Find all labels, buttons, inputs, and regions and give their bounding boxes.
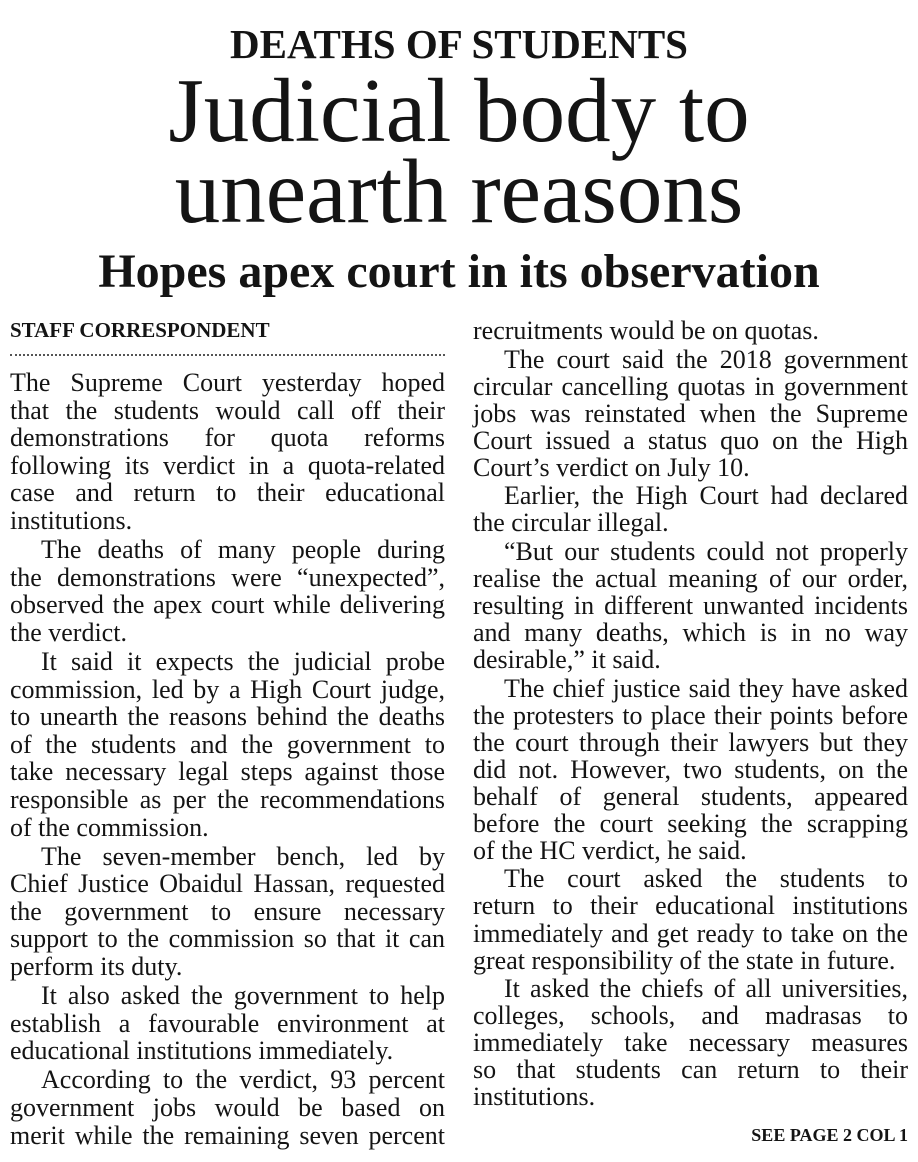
paragraph — [473, 975, 908, 1110]
headline-line: Judicial body to — [168, 60, 750, 161]
left-column — [10, 369, 445, 1149]
text-line: The seven-member bench, led by — [41, 841, 445, 871]
paragraph — [10, 536, 445, 646]
text-line: government jobs would be based on — [10, 1092, 445, 1122]
text-line: immediately take necessary measures — [473, 1028, 908, 1058]
text-line: institutions. — [10, 505, 133, 535]
text-line: the protesters to place their points before — [473, 700, 908, 730]
text-line: observed the apex court while delivering — [10, 590, 445, 620]
text-line: “But our students could not properly — [504, 536, 908, 566]
text-line: before the court seeking the scrapping — [473, 808, 908, 838]
text-line: the circular illegal. — [473, 508, 669, 538]
text-line: It also asked the government to help — [41, 981, 445, 1011]
text-line: of the commission. — [10, 812, 209, 842]
text-line: circular cancelling quotas in government — [473, 371, 908, 401]
text-line: The chief justice said they have asked — [504, 673, 908, 703]
right-column — [473, 317, 908, 1110]
text-line: perform its duty. — [10, 951, 183, 981]
text-line: The court said the 2018 government — [504, 344, 908, 374]
paragraph — [10, 648, 445, 841]
text-line: of the HC verdict, he said. — [473, 835, 747, 865]
paragraph — [473, 317, 908, 344]
paragraph — [10, 1066, 445, 1149]
text-line: the court through their lawyers but they — [473, 727, 908, 757]
text-line: commission, led by a High Court judge, — [10, 674, 445, 704]
paragraph — [473, 865, 908, 973]
text-line: Earlier, the High Court had declared — [504, 481, 908, 511]
text-line: to unearth the reasons behind the deaths — [10, 702, 445, 732]
paragraph — [473, 482, 908, 536]
text-line: colleges, schools, and madrasas to — [473, 1001, 908, 1031]
text-line: resulting in different unwanted incidents — [473, 590, 908, 620]
paragraph — [10, 369, 445, 535]
text-line: case and return to their educational — [10, 478, 445, 508]
kicker: DEATHS OF STUDENTS — [230, 21, 688, 67]
text-line: the demonstrations were “unexpected”, — [10, 562, 445, 592]
paragraph — [473, 538, 908, 673]
text-line: realise the actual meaning of our order, — [473, 563, 908, 593]
text-line: recruitments would be on quotas. — [473, 316, 819, 345]
dotted-divider — [10, 354, 445, 356]
text-line: It asked the chiefs of all universities, — [504, 974, 908, 1004]
text-line: immediately and get ready to take on the — [473, 918, 908, 948]
text-line: educational institutions immediately. — [10, 1036, 394, 1066]
byline: STAFF CORRESPONDENT — [10, 318, 270, 342]
text-line: take necessary legal steps against those — [10, 757, 445, 787]
paragraph — [473, 346, 908, 481]
text-line: It said it expects the judicial probe — [41, 646, 445, 676]
text-line: that the students would call off their — [10, 395, 445, 425]
text-line: responsible as per the recommendations — [10, 784, 445, 814]
text-line: desirable,” it said. — [473, 645, 661, 675]
paragraph — [10, 982, 445, 1065]
paragraph — [10, 843, 445, 981]
text-line: great responsibility of the state in future. — [473, 945, 896, 975]
text-line: Court’s verdict on July 10. — [473, 452, 750, 482]
text-line: Chief Justice Obaidul Hassan, requested — [10, 869, 445, 899]
text-line: the government to ensure necessary — [10, 896, 445, 926]
text-line: The Supreme Court yesterday hoped — [10, 368, 445, 397]
text-line: so that students can return to their — [473, 1055, 908, 1085]
text-line: institutions. — [473, 1082, 596, 1112]
text-line: of the students and the government to — [10, 729, 445, 759]
text-line: merit while the remaining seven percent — [10, 1120, 445, 1150]
text-line: jobs was reinstated when the Supreme — [473, 398, 908, 428]
text-line: following its verdict in a quota-related — [10, 450, 445, 480]
text-line: support to the commission so that it can — [10, 924, 445, 954]
text-line: establish a favourable environment at — [10, 1008, 445, 1038]
continued-on-page-note: SEE PAGE 2 COL 1 — [751, 1125, 908, 1145]
text-line: the verdict. — [10, 617, 127, 647]
text-line: return to their educational institutions — [473, 891, 908, 921]
headline — [0, 60, 918, 242]
text-line: According to the verdict, 93 percent — [41, 1065, 445, 1095]
text-line: The court asked the students to — [504, 864, 908, 894]
text-line: The deaths of many people during — [41, 535, 445, 565]
text-line: behalf of general students, appeared — [473, 781, 908, 811]
text-line: and many deaths, which is in no way — [473, 618, 908, 648]
headline-line: unearth reasons — [174, 141, 744, 242]
text-line: demonstrations for quota reforms — [10, 423, 445, 453]
text-line: Court issued a status quo on the High — [473, 425, 908, 455]
subheadline: Hopes apex court in its observation — [98, 245, 820, 298]
paragraph — [473, 675, 908, 864]
text-line: did not. However, two students, on the — [473, 754, 908, 784]
